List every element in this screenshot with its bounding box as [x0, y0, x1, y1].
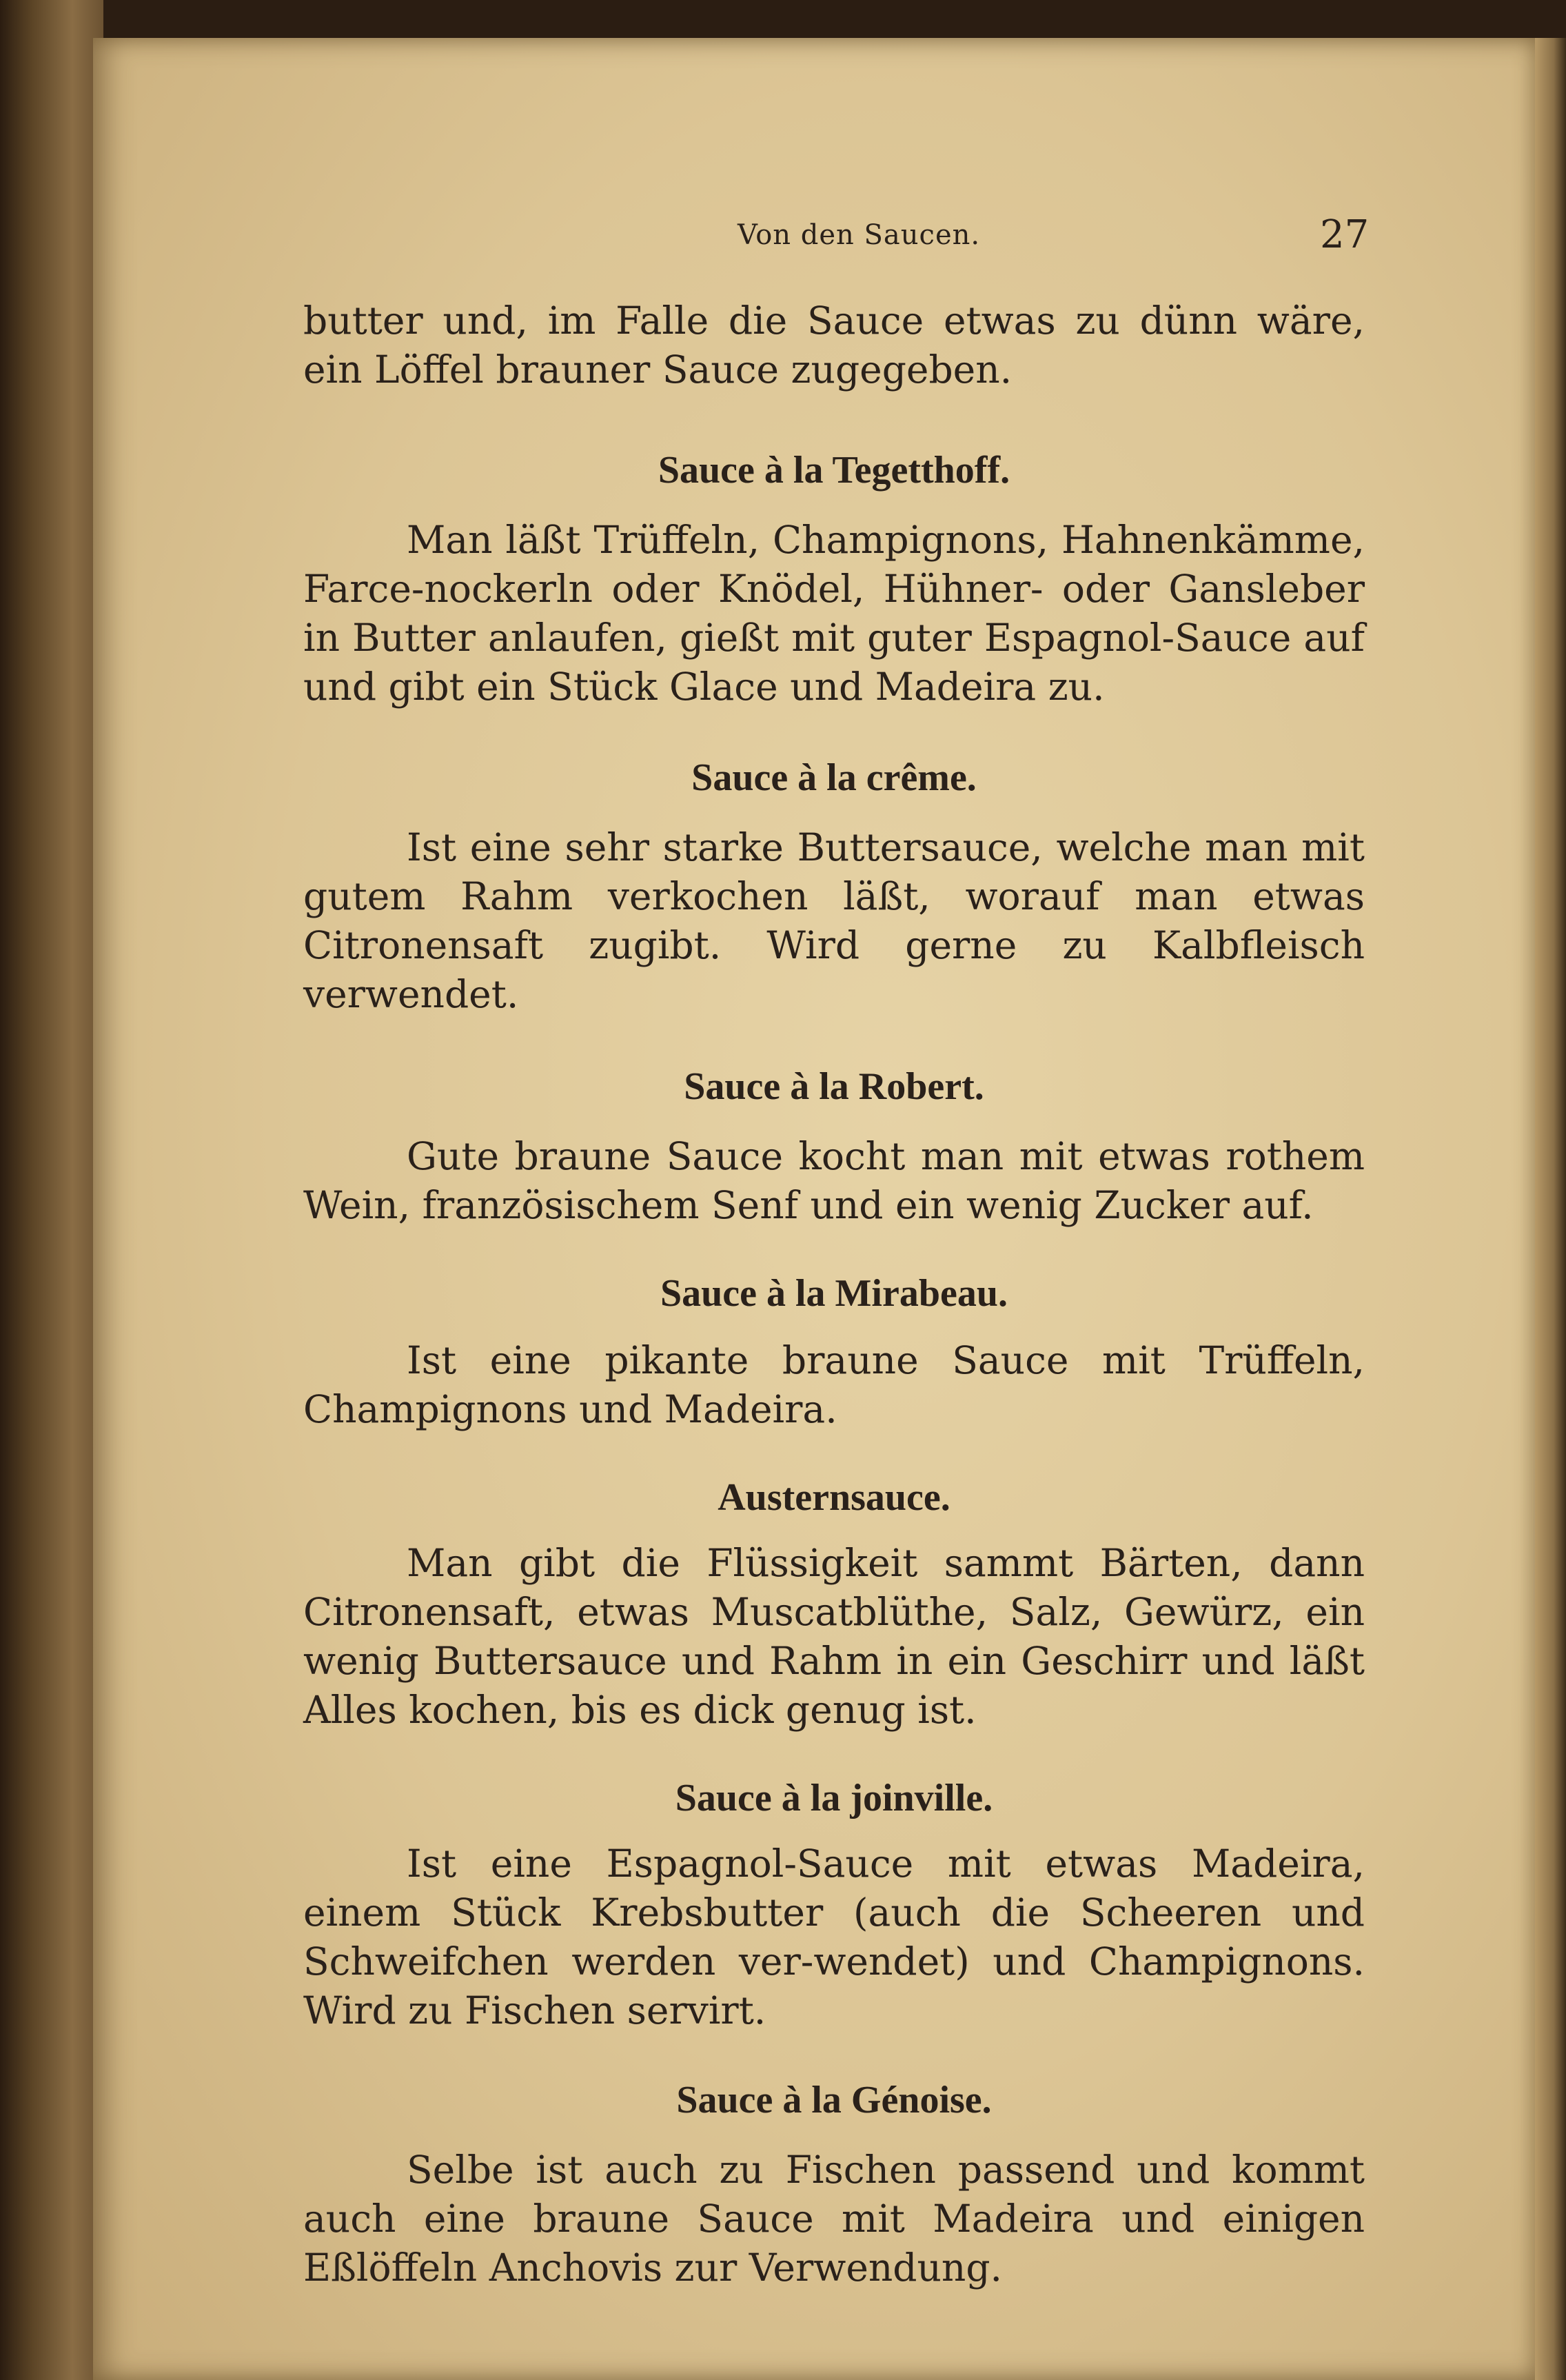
section-paragraph: Ist eine sehr starke Buttersauce, welche man mit gutem Rahm verkochen läßt, worauf man etwas Citronensaft zugibt. Wird gerne zu Kalbfleisch verwendet.	[303, 825, 1365, 1016]
page-edge	[1535, 38, 1566, 2380]
section-heading: Sauce à la Robert.	[684, 1065, 984, 1108]
section-paragraph: Man läßt Trüffeln, Champignons, Hahnenkämme, Farce-nockerln oder Knödel, Hühner- oder Gansleber in Butter anlaufen, gießt mit guter Espagnol-Sauce auf und gibt ein Stück Glace und Madeira zu.	[303, 518, 1365, 709]
section-heading: Sauce à la Génoise.	[676, 2079, 992, 2121]
running-title: Von den Saucen.	[738, 219, 981, 251]
section-heading: Sauce à la Mirabeau.	[660, 1272, 1008, 1315]
book-spine	[0, 0, 103, 2380]
section-heading: Sauce à la Tegetthoff.	[658, 449, 1010, 492]
page-header	[0, 212, 1566, 261]
section-paragraph: Selbe ist auch zu Fischen passend und kommt auch eine braune Sauce mit Madeira und einigen Eßlöffeln Anchovis zur Verwendung.	[303, 2148, 1365, 2290]
section-heading: Austernsauce.	[718, 1476, 950, 1519]
section-paragraph: Ist eine pikante braune Sauce mit Trüffeln, Champignons und Madeira.	[303, 1338, 1365, 1431]
section-paragraph: Gute braune Sauce kocht man mit etwas rothem Wein, französischem Senf und ein wenig Zucker auf.	[303, 1134, 1365, 1227]
section-heading: Sauce à la joinville.	[675, 1777, 993, 1819]
section-heading: Sauce à la crême.	[691, 756, 977, 799]
page-content	[303, 296, 1365, 2292]
page-number: 27	[1320, 212, 1370, 257]
intro-paragraph: butter und, im Falle die Sauce etwas zu dünn wäre, ein Löffel brauner Sauce zugegeben.	[303, 299, 1365, 392]
section-paragraph: Ist eine Espagnol-Sauce mit etwas Madeira, einem Stück Krebsbutter (auch die Scheeren und Schweifchen werden ver-wendet) und Champignons. Wird zu Fischen servirt.	[303, 1842, 1365, 2033]
section-paragraph: Man gibt die Flüssigkeit sammt Bärten, dann Citronensaft, etwas Muscatblüthe, Salz, Gewürz, ein wenig Buttersauce und Rahm in ein Geschirr und läßt Alles kochen, bis es dick genug ist.	[303, 1541, 1365, 1732]
